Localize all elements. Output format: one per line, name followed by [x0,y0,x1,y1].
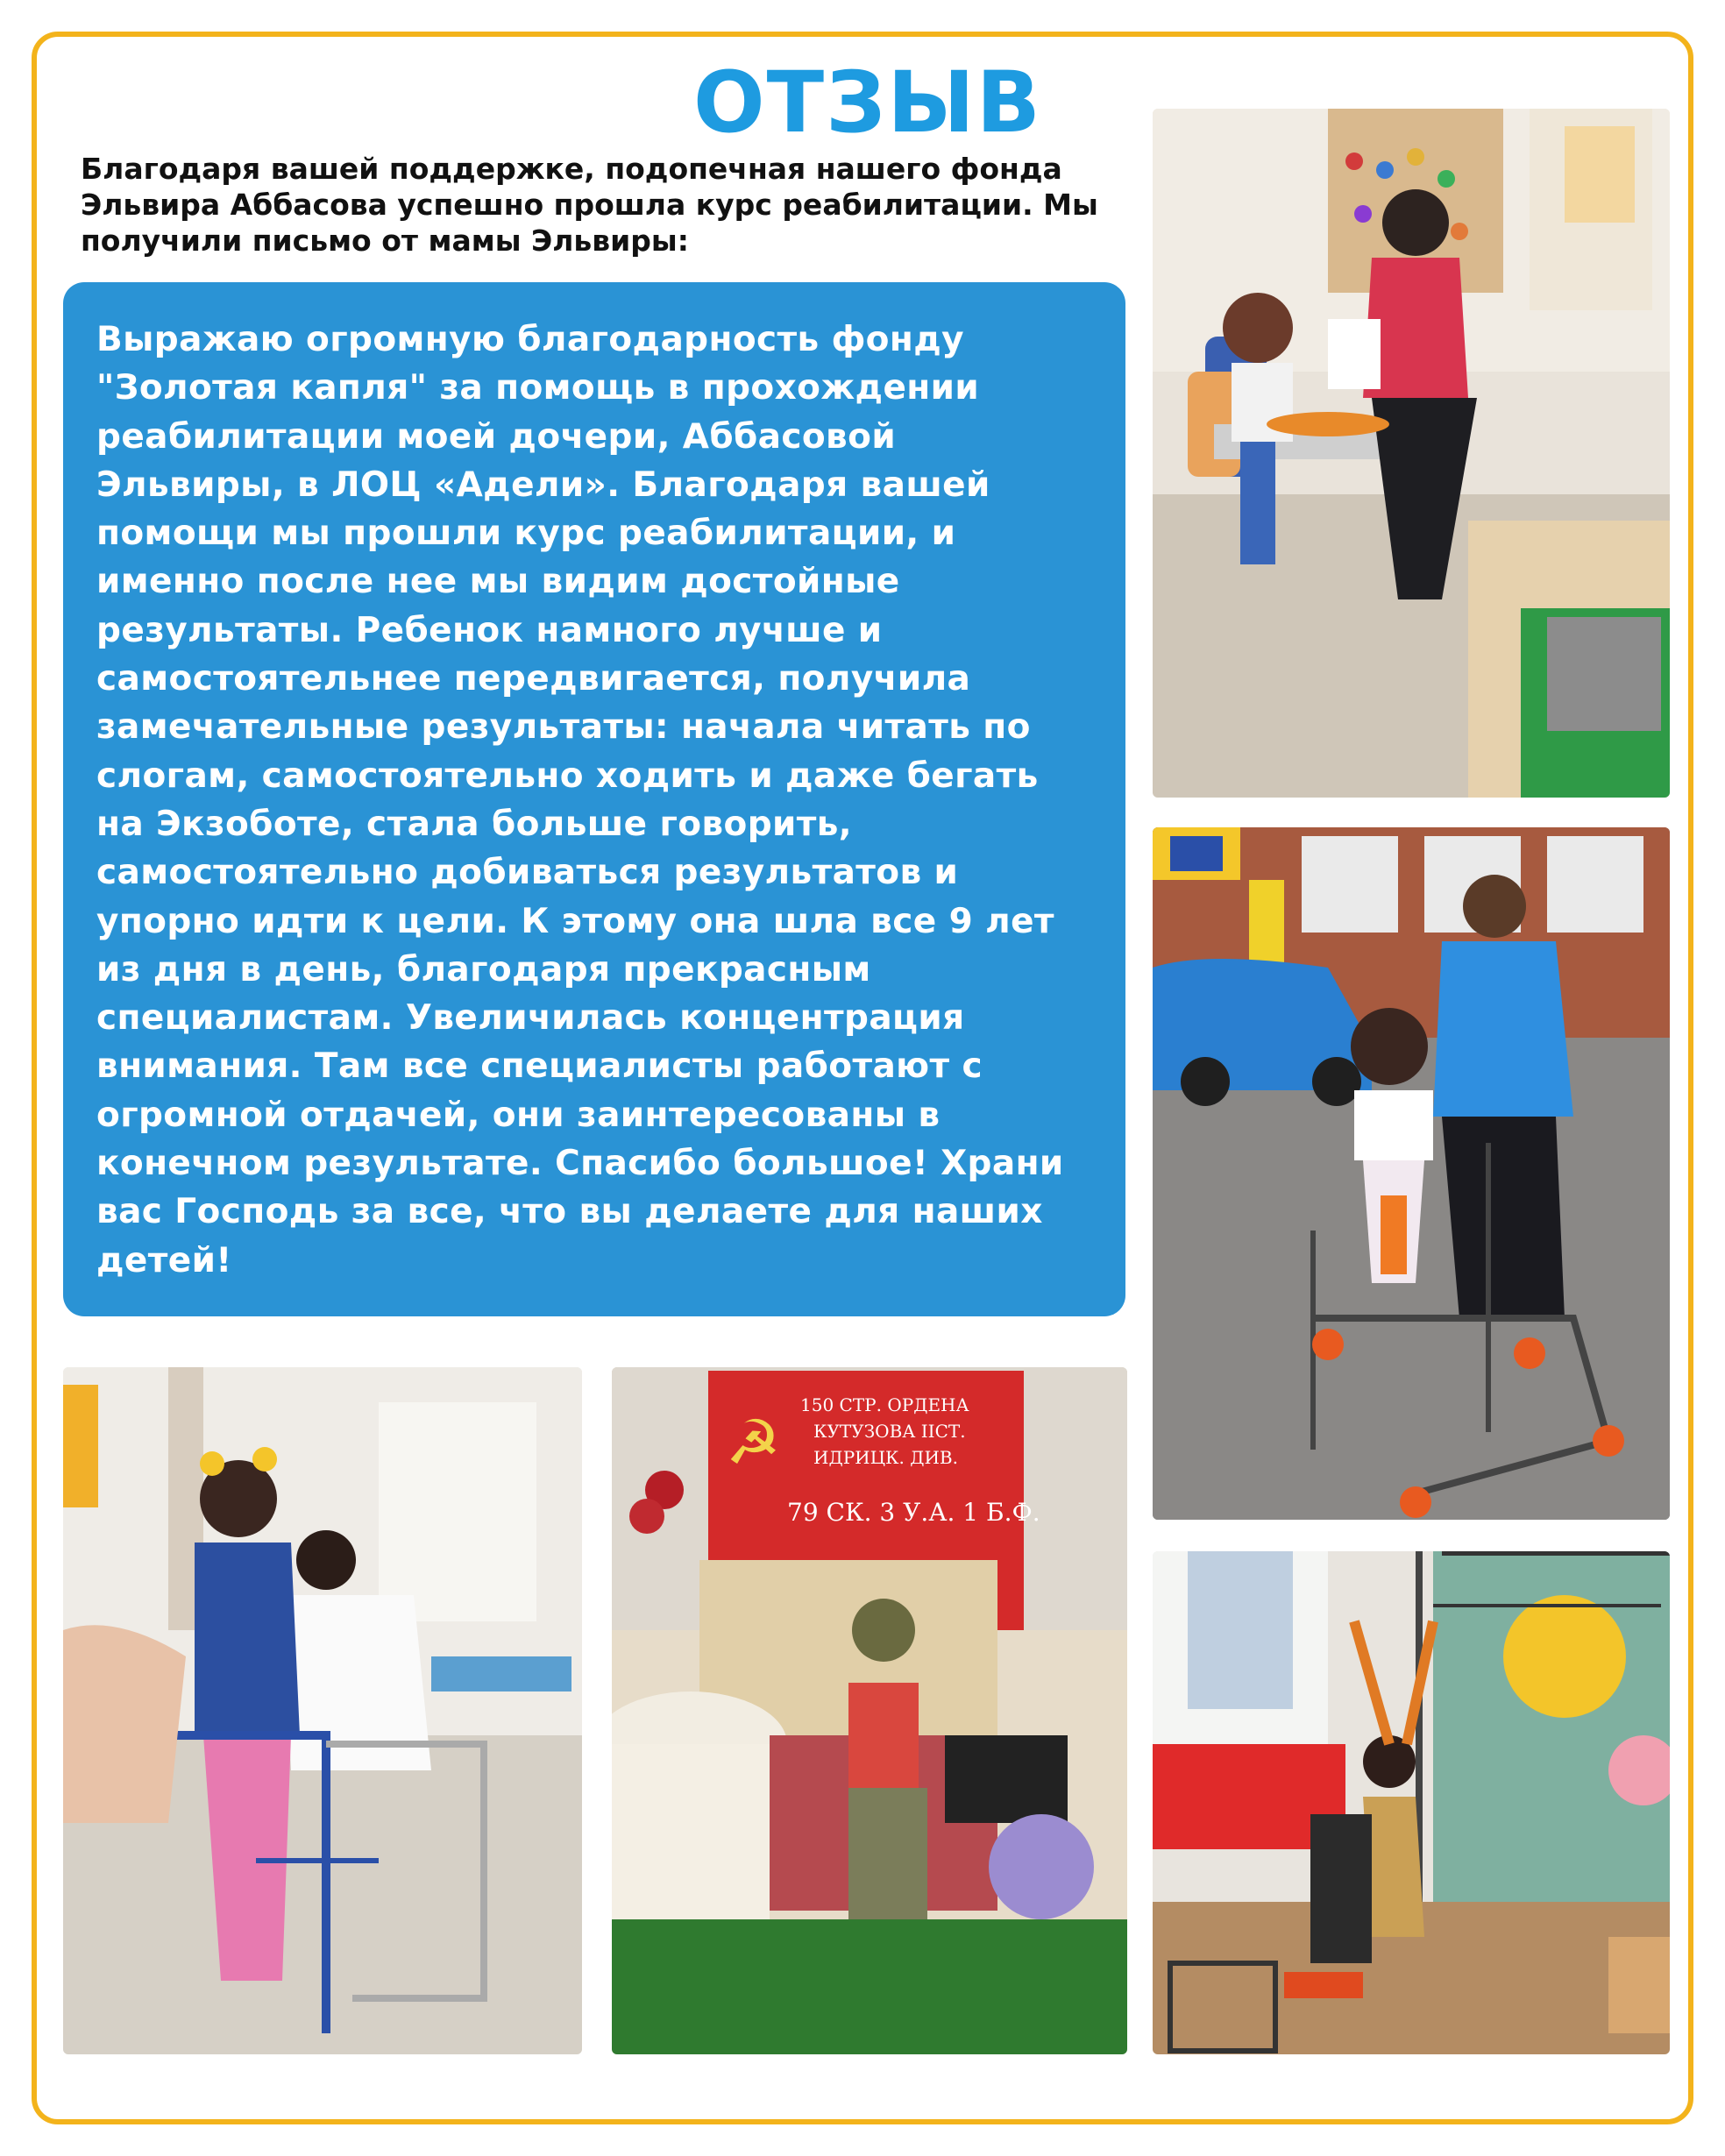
hammer-sickle-icon: ☭ [726,1407,781,1479]
photo-walker-outdoors-image [1153,827,1670,1520]
photo-accordion-flag [612,1367,1127,2054]
photo-table-therapy-image [1153,109,1670,798]
flag-line-1: 150 СТР. ОРДЕНА [800,1394,969,1415]
letter-text: Выражаю огромную благодарность фонду "Золотая капля" за помощь в прохождении реабилитации моей дочери, Аббасовой Эльвиры, в ЛОЦ «Адели». Благодаря вашей помощи мы прошли курс реабилитации, и именно после нее мы видим достойные результаты. Ребенок намного лучше и самостоятельнее передвигается, получила замечательные результаты: начала читать по слогам, самостоятельно ходить и даже бегать на Экзоботе, стала больше говорить, самостоятельно добиваться результатов и упорно идти к цели. К этому она шла все 9 лет из дня в день, благодаря прекрасным специалистам. Увеличилась концентрация внимания. Там все специалисты работают с огромной отдачей, они заинтересованы в конечном результате. Спасибо большое! Храни вас Господь за все, что вы делаете для наших детей! [96,320,1064,1280]
photo-accordion-flag-image [612,1367,1127,2054]
photo-walker-indoors [63,1367,582,2054]
letter-box [63,282,1125,1316]
photo-suspension-rehab [1153,1551,1670,2054]
photo-suspension-rehab-image [1153,1551,1670,2054]
photo-walker-outdoors [1153,827,1670,1520]
page-title: ОТЗЫВ [693,53,1042,152]
flag-line-2: КУТУЗОВА ІІСТ. [813,1421,966,1442]
flag-line-4: 79 СК. 3 У.А. 1 Б.Ф. [787,1498,1040,1527]
flag-line-3: ИДРИЦК. ДИВ. [813,1447,958,1468]
photo-walker-indoors-image [63,1367,582,2054]
intro-text: Благодаря вашей поддержке, подопечная нашего фонда Эльвира Аббасова успешно прошла курс реабилитации. Мы получили письмо от мамы Эльвиры: [81,152,1098,258]
photo-table-therapy [1153,109,1670,798]
